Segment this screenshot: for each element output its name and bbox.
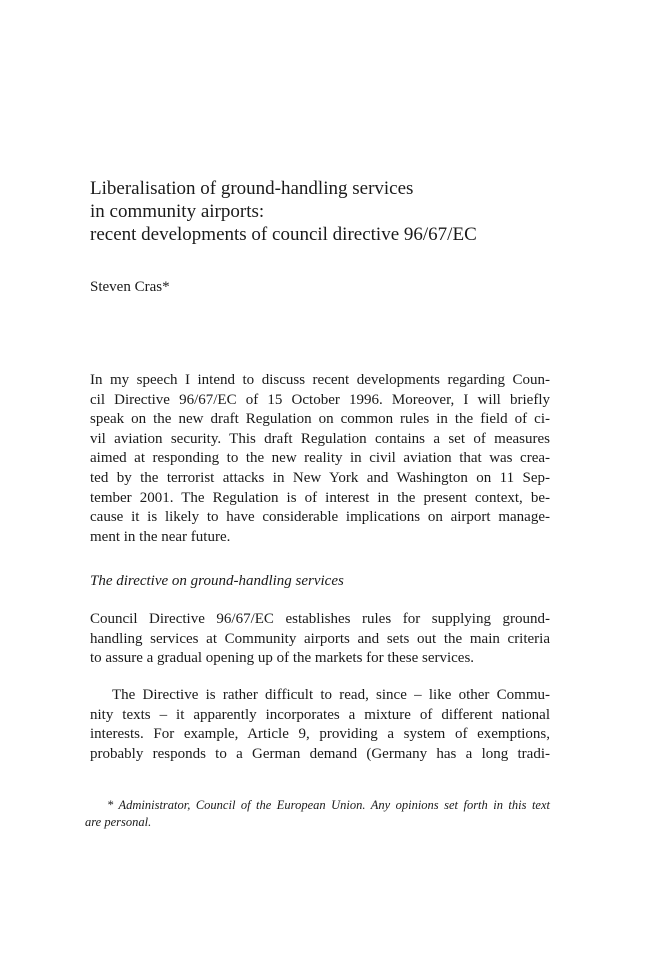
title-line: Liberalisation of ground-handling services: [90, 178, 414, 199]
text-line: aimed at responding to the new reality in civil aviation that was crea-: [90, 450, 550, 467]
text-line: ted by the terrorist attacks in New York and Washington on 11 Sep-: [90, 469, 550, 486]
text-line: interests. For example, Article 9, providing a system of exemptions,: [90, 726, 550, 743]
text-line: tember 2001. The Regulation is of interest in the present context, be-: [90, 489, 550, 506]
text-line: ment in the near future.: [90, 528, 231, 545]
footnote-line: * Administrator, Council of the European Union. Any opinions set forth in this text: [107, 798, 550, 812]
text-line: cil Directive 96/67/EC of 15 October 1996. Moreover, I will briefly: [90, 391, 550, 408]
footnote: [85, 797, 550, 831]
text-line: nity texts – it apparently incorporates a mixture of different national: [90, 706, 550, 723]
body-paragraph: [90, 610, 550, 669]
text-line: Council Directive 96/67/EC establishes rules for supplying ground-: [90, 611, 550, 627]
text-line: In my speech I intend to discuss recent developments regarding Coun-: [90, 372, 550, 388]
text-line: vil aviation security. This draft Regulation contains a set of measures: [90, 430, 550, 447]
title-line: in community airports:: [90, 201, 265, 222]
intro-paragraph: [90, 371, 550, 547]
text-line: speak on the new draft Regulation on common rules in the field of ci-: [90, 411, 550, 428]
body-paragraph: [90, 686, 550, 764]
article-title: [90, 177, 560, 246]
text-line: probably responds to a German demand (Germany has a long tradi-: [90, 745, 550, 762]
text-line: to assure a gradual opening up of the markets for these services.: [90, 650, 475, 667]
title-line: recent developments of council directive 96/67/EC: [90, 224, 477, 245]
section-heading: The directive on ground-handling services: [90, 573, 344, 589]
text-line: The Directive is rather difficult to read, since – like other Commu-: [112, 687, 550, 703]
author-name: Steven Cras*: [90, 279, 170, 295]
text-line: handling services at Community airports and sets out the main criteria: [90, 630, 550, 647]
footnote-line: are personal.: [85, 815, 152, 829]
text-line: cause it is likely to have considerable implications on airport manage-: [90, 509, 550, 526]
